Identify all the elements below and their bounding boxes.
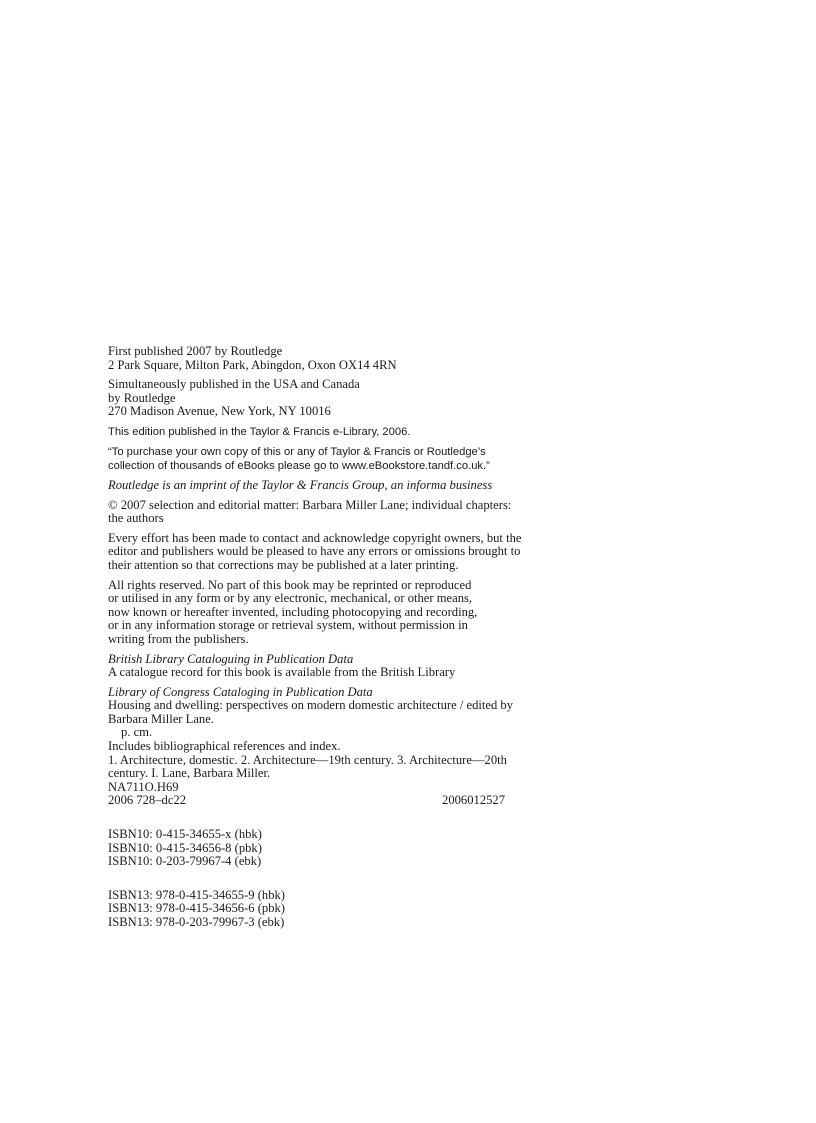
isbn13-line: ISBN13: 978-0-203-79967-3 (ebk) [108, 915, 285, 929]
imprint-statement [108, 479, 578, 493]
loc-call-number: NA711O.H69 [108, 779, 179, 794]
loc-lccn: 2006012527 [442, 793, 505, 808]
copyright-notice [108, 499, 578, 526]
ebook-edition-note [108, 425, 578, 439]
loc-title-line: Housing and dwelling: perspectives on modern domestic architecture / edited by [108, 698, 513, 713]
publication-info [108, 345, 578, 372]
ebook-purchase-note [108, 445, 578, 473]
isbn10-list [108, 828, 578, 869]
purchase-line: “To purchase your own copy of this or any of Taylor & Francis or Routledge’s [108, 445, 486, 458]
loc-subjects-line: century. I. Lane, Barbara Miller. [108, 766, 271, 781]
isbn13-list [108, 889, 578, 930]
loc-heading: Library of Congress Cataloging in Publication Data [108, 684, 373, 699]
british-library-cip [108, 653, 578, 680]
rights-line: All rights reserved. No part of this book may be reprinted or reproduced [108, 577, 472, 592]
usa-line: Simultaneously published in the USA and Canada [108, 377, 360, 392]
effort-line: their attention so that corrections may be published at a later printing. [108, 557, 459, 572]
rights-reserved-note [108, 579, 578, 647]
rights-line: or utilised in any form or by any electronic, mechanical, or other means, [108, 591, 473, 606]
publisher-address: 2 Park Square, Milton Park, Abingdon, Oxon OX14 4RN [108, 357, 397, 372]
usa-line: by Routledge [108, 390, 176, 405]
loc-includes: Includes bibliographical references and index. [108, 739, 341, 754]
ebook-edition-line: This edition published in the Taylor & Francis e-Library, 2006. [108, 425, 411, 438]
loc-subjects-line: 1. Architecture, domestic. 2. Architecture—19th century. 3. Architecture—20th [108, 752, 507, 767]
loc-title-line: Barbara Miller Lane. [108, 711, 214, 726]
imprint-line: Routledge is an imprint of the Taylor & Francis Group, an informa business [108, 477, 493, 492]
british-library-text: A catalogue record for this book is available from the British Library [108, 665, 456, 680]
imprint-block [108, 345, 578, 936]
rights-line: writing from the publishers. [108, 631, 249, 646]
loc-pcm: p. cm. [121, 725, 153, 740]
usa-address: 270 Madison Avenue, New York, NY 10016 [108, 404, 331, 419]
effort-line: editor and publishers would be pleased to have any errors or omissions brought to [108, 544, 521, 559]
loc-dewey: 2006 728–dc22 [108, 793, 187, 808]
isbn10-line: ISBN10: 0-203-79967-4 (ebk) [108, 854, 262, 869]
effort-line: Every effort has been made to contact and acknowledge copyright owners, but the [108, 530, 522, 545]
usa-publication-info [108, 378, 578, 419]
copyright-line: the authors [108, 511, 164, 526]
loc-classification-row [108, 794, 505, 808]
isbn13-line: ISBN13: 978-0-415-34655-9 (hbk) [108, 887, 285, 902]
purchase-line: collection of thousands of eBooks please go to www.eBookstore.tandf.co.uk.” [108, 459, 490, 472]
copyright-effort-note [108, 532, 578, 573]
isbn13-line: ISBN13: 978-0-415-34656-6 (pbk) [108, 901, 285, 916]
copyright-line: © 2007 selection and editorial matter: Barbara Miller Lane; individual chapters: [108, 497, 512, 512]
library-of-congress-cip [108, 686, 578, 808]
isbn10-line: ISBN10: 0-415-34656-8 (pbk) [108, 840, 262, 855]
rights-line: now known or hereafter invented, including photocopying and recording, [108, 604, 478, 619]
rights-line: or in any information storage or retrieval system, without permission in [108, 618, 468, 633]
british-library-heading: British Library Cataloguing in Publication Data [108, 651, 354, 666]
isbn10-line: ISBN10: 0-415-34655-x (hbk) [108, 827, 262, 842]
first-published-line: First published 2007 by Routledge [108, 344, 283, 358]
